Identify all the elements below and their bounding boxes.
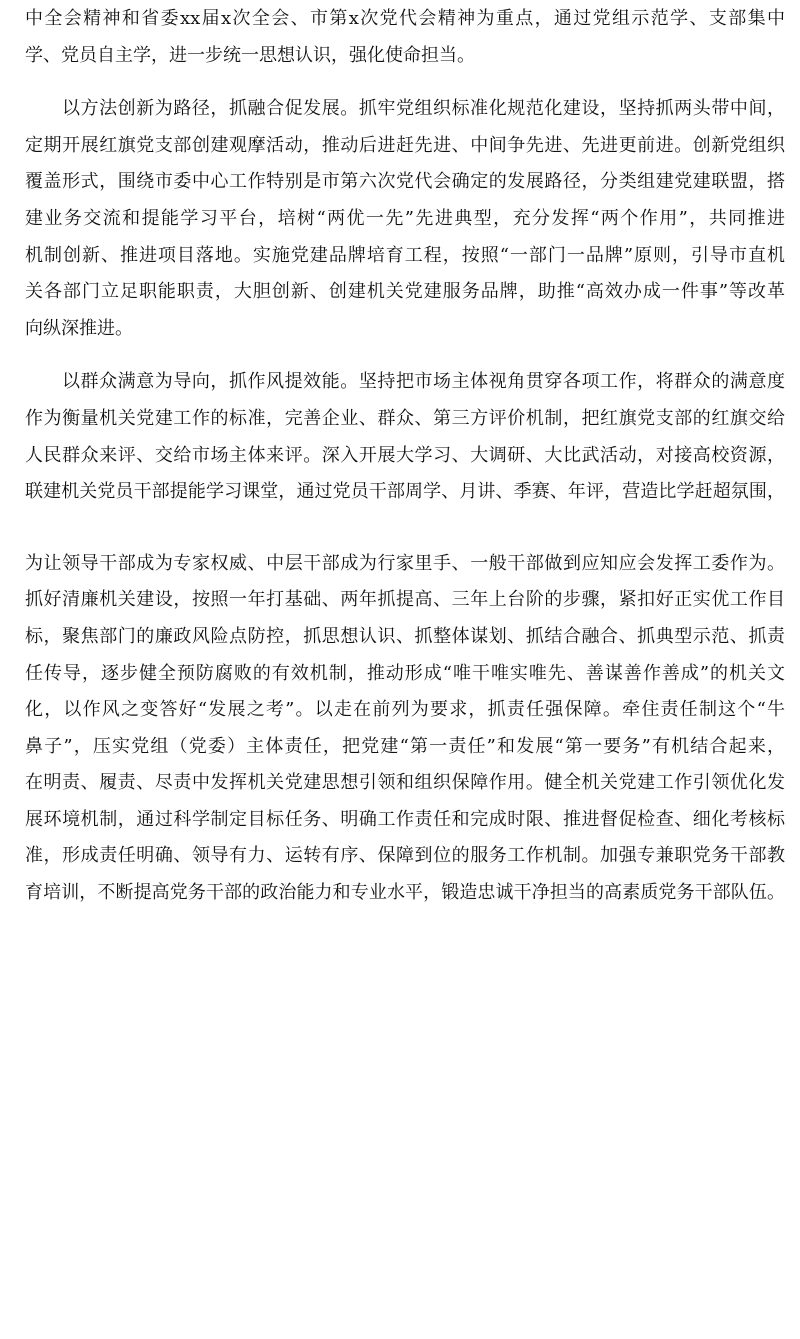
paragraph <box>25 91 785 347</box>
text-line: 覆盖形式，围绕市委中心工作特别是市第六次党代会确定的发展路径，分类组建党建联盟，搭 <box>25 171 785 193</box>
text-line: 抓好清廉机关建设，按照一年打基础、两年抓提高、三年上台阶的步骤，紧扣好正实优工作目 <box>25 589 785 611</box>
text-line: 任传导，逐步健全预防腐败的有效机制，推动形成“唯干唯实唯先、善谋善作善成”的机关文 <box>25 662 785 684</box>
text-line: 鼻子”，压实党组（党委）主体责任，把党建“第一责任”和发展“第一要务”有机结合起来， <box>25 735 785 757</box>
text-line: 关各部门立足职能职责，大胆创新、创建机关党建服务品牌，助推“高效办成一件事”等改革 <box>25 281 785 303</box>
text-line: 育培训，不断提高党务干部的政治能力和专业水平，锻造忠诚干净担当的高素质党务干部队伍。 <box>25 882 785 904</box>
text-line: 化，以作风之变答好“发展之考”。以走在前列为要求，抓责任强保障。牵住责任制这个“牛 <box>25 699 785 721</box>
text-line: 人民群众来评、交给市场主体来评。深入开展大学习、大调研、大比武活动，对接高校资源， <box>25 444 785 466</box>
paragraph <box>25 1 785 74</box>
paragraph <box>25 364 785 510</box>
text-line: 以群众满意为导向，抓作风提效能。坚持把市场主体视角贯穿各项工作，将群众的满意度 <box>62 371 785 393</box>
text-line: 联建机关党员干部提能学习课堂，通过党员干部周学、月讲、季赛、年评，营造比学赶超氛围， <box>25 481 785 503</box>
text-line: 向纵深推进。 <box>25 317 133 339</box>
text-line: 作为衡量机关党建工作的标准，完善企业、群众、第三方评价机制，把红旗党支部的红旗交给 <box>25 407 785 429</box>
text-line: 准，形成责任明确、领导有力、运转有序、保障到位的服务工作机制。加强专兼职党务干部教 <box>25 845 785 867</box>
text-line: 以方法创新为路径，抓融合促发展。抓牢党组织标准化规范化建设，坚持抓两头带中间， <box>62 98 785 120</box>
text-line: 机制创新、推进项目落地。实施党建品牌培育工程，按照“一部门一品牌”原则，引导市直机 <box>25 244 785 266</box>
text-line: 学、党员自主学，进一步统一思想认识，强化使命担当。 <box>25 44 475 66</box>
text-line: 展环境机制，通过科学制定目标任务、明确工作责任和完成时限、推进督促检查、细化考核标 <box>25 808 785 830</box>
text-line: 定期开展红旗党支部创建观摩活动，推动后进赶先进、中间争先进、先进更前进。创新党组织 <box>25 134 785 156</box>
text-line: 中全会精神和省委xx届x次全会、市第x次党代会精神为重点，通过党组示范学、支部集中 <box>25 8 785 29</box>
text-line: 建业务交流和提能学习平台，培树“两优一先”先进典型，充分发挥“两个作用”，共同推进 <box>25 207 785 229</box>
paragraph <box>25 546 785 912</box>
text-line: 在明责、履责、尽责中发挥机关党建思想引领和组织保障作用。健全机关党建工作引领优化发 <box>25 772 785 794</box>
text-line: 为让领导干部成为专家权威、中层干部成为行家里手、一般干部做到应知应会发挥工委作为。 <box>25 552 785 574</box>
document-page <box>25 1 785 912</box>
text-line: 标，聚焦部门的廉政风险点防控，抓思想认识、抓整体谋划、抓结合融合、抓典型示范、抓责 <box>25 625 785 647</box>
